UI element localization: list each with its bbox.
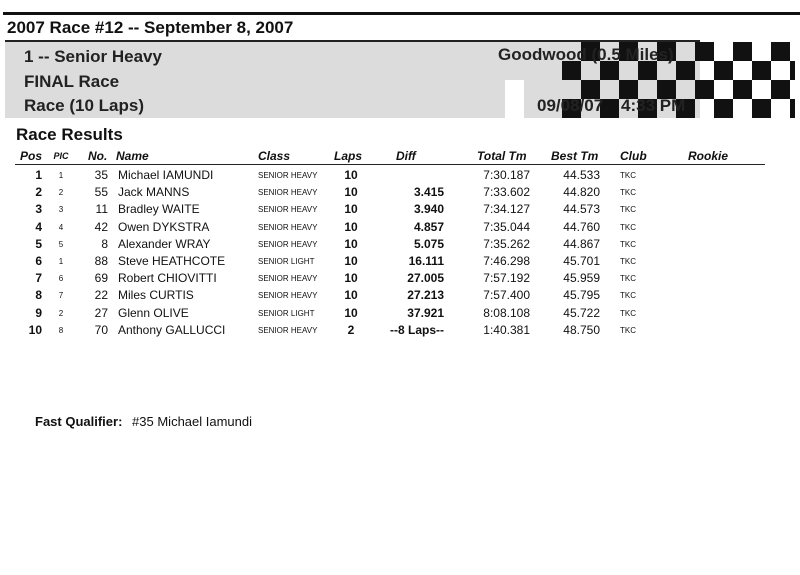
cell-best-time: 45.701	[563, 253, 600, 268]
cell-class: SENIOR HEAVY	[258, 274, 318, 284]
col-class-header: Class	[258, 149, 291, 163]
cell-club: TKC	[620, 308, 636, 318]
section-title: Race Results	[16, 125, 123, 144]
cell-no: 27	[94, 305, 108, 320]
cell-pos: 10	[28, 322, 42, 337]
cell-best-time: 45.795	[563, 288, 600, 303]
cell-total-time: 1:40.381	[483, 322, 530, 337]
col-diff-header: Diff	[396, 149, 416, 163]
cell-laps: 10	[344, 202, 358, 217]
cell-best-time: 45.722	[563, 305, 600, 320]
cell-pos: 7	[35, 271, 42, 286]
cell-class: SENIOR HEAVY	[258, 239, 318, 249]
cell-class: SENIOR HEAVY	[258, 325, 318, 335]
cell-best-time: 44.573	[563, 202, 600, 217]
col-name-header: Name	[116, 149, 149, 163]
cell-class: SENIOR HEAVY	[258, 222, 318, 232]
cell-pic: 8	[58, 325, 64, 335]
cell-best-time: 44.867	[563, 236, 600, 251]
cell-pic: 5	[58, 239, 64, 249]
race-laps: Race (10 Laps)	[24, 96, 144, 115]
cell-pic: 3	[58, 205, 64, 215]
table-row	[0, 322, 800, 339]
cell-laps: 10	[344, 168, 358, 182]
cell-name: Anthony GALLUCCI	[118, 322, 226, 337]
cell-total-time: 7:34.127	[483, 202, 530, 217]
col-laps-header: Laps	[334, 149, 363, 163]
cell-laps: 10	[344, 253, 358, 268]
cell-name: Michael IAMUNDI	[118, 168, 214, 182]
table-row	[0, 287, 800, 304]
cell-laps: 10	[344, 236, 358, 251]
table-row	[0, 219, 800, 236]
cell-best-time: 44.533	[563, 168, 600, 182]
table-row	[0, 236, 800, 253]
cell-laps: 10	[344, 288, 358, 303]
cell-no: 88	[94, 253, 108, 268]
cell-name: Glenn OLIVE	[118, 305, 189, 320]
cell-pos: 8	[35, 288, 42, 303]
results-table	[0, 167, 800, 339]
cell-total-time: 7:57.400	[483, 288, 530, 303]
cell-diff: 3.415	[413, 185, 444, 200]
cell-club: TKC	[620, 171, 636, 180]
cell-no: 22	[94, 288, 108, 303]
table-row	[0, 270, 800, 287]
col-total-header: Total Tm	[477, 149, 527, 163]
cell-pic: 2	[58, 308, 64, 318]
cell-pic: 1	[58, 256, 64, 266]
cell-laps: 10	[344, 185, 358, 200]
cell-no: 55	[94, 185, 108, 200]
cell-club: TKC	[620, 274, 636, 284]
cell-best-time: 44.820	[563, 185, 600, 200]
cell-laps: 10	[344, 305, 358, 320]
table-row	[0, 201, 800, 218]
cell-club: TKC	[620, 188, 636, 198]
cell-class: SENIOR HEAVY	[258, 291, 318, 301]
cell-name: Robert CHIOVITTI	[118, 271, 217, 286]
cell-total-time: 7:57.192	[483, 271, 530, 286]
col-no-header: No.	[88, 149, 108, 163]
cell-total-time: 7:35.262	[483, 236, 530, 251]
cell-pos: 3	[35, 202, 42, 217]
col-rookie-header: Rookie	[688, 149, 729, 163]
cell-club: TKC	[620, 325, 636, 335]
cell-diff: 27.213	[407, 288, 444, 303]
cell-laps: 10	[344, 271, 358, 286]
cell-class: SENIOR LIGHT	[258, 256, 315, 266]
track-name: Goodwood (0.5 Miles)	[498, 45, 674, 64]
cell-total-time: 7:35.044	[483, 219, 530, 234]
race-time: 4:33 PM	[621, 96, 686, 115]
cell-name: Owen DYKSTRA	[118, 219, 210, 234]
fast-qualifier-label: Fast Qualifier:	[35, 414, 123, 429]
cell-club: TKC	[620, 222, 636, 232]
cell-best-time: 48.750	[563, 322, 600, 337]
cell-class: SENIOR HEAVY	[258, 205, 318, 215]
cell-club: TKC	[620, 291, 636, 301]
cell-laps: 2	[347, 322, 355, 337]
cell-class: SENIOR HEAVY	[258, 171, 318, 180]
cell-diff: 16.111	[408, 253, 444, 268]
cell-no: 35	[94, 168, 108, 182]
class-line: 1 -- Senior Heavy	[24, 47, 162, 66]
cell-total-time: 7:30.187	[483, 168, 530, 182]
cell-total-time: 7:46.298	[483, 253, 530, 268]
cell-name: Bradley WAITE	[118, 202, 200, 217]
table-header	[0, 149, 800, 165]
cell-pic: 2	[58, 188, 64, 198]
cell-club: TKC	[620, 205, 636, 215]
cell-laps: 10	[344, 219, 358, 234]
cell-diff: 37.921	[407, 305, 444, 320]
cell-no: 42	[94, 219, 108, 234]
cell-pos: 5	[35, 236, 42, 251]
cell-club: TKC	[620, 256, 636, 266]
cell-total-time: 8:08.108	[483, 305, 530, 320]
cell-name: Alexander WRAY	[118, 236, 211, 251]
top-rule	[3, 12, 800, 15]
col-club-header: Club	[620, 149, 647, 163]
cell-best-time: 45.959	[563, 271, 600, 286]
cell-class: SENIOR HEAVY	[258, 188, 318, 198]
cell-no: 8	[101, 236, 108, 251]
cell-pos: 6	[35, 253, 42, 268]
table-row	[0, 184, 800, 201]
fast-qualifier-value: #35 Michael Iamundi	[132, 414, 253, 429]
cell-pic: 1	[58, 171, 64, 180]
cell-no: 70	[94, 322, 108, 337]
cell-diff: 5.075	[413, 236, 444, 251]
col-best-header: Best Tm	[551, 149, 599, 163]
cell-name: Jack MANNS	[118, 185, 190, 200]
cell-diff: --8 Laps--	[390, 322, 444, 337]
table-row	[0, 253, 800, 270]
col-pos-header: Pos	[20, 149, 43, 163]
cell-club: TKC	[620, 239, 636, 249]
header-divider	[15, 164, 765, 165]
cell-total-time: 7:33.602	[483, 185, 530, 200]
race-date: 09/08/07	[537, 96, 604, 115]
cell-no: 69	[94, 271, 108, 286]
cell-name: Miles CURTIS	[118, 288, 194, 303]
fast-qualifier	[35, 414, 252, 429]
cell-name: Steve HEATHCOTE	[118, 253, 226, 268]
cell-diff: 27.005	[407, 271, 444, 286]
table-row	[0, 167, 800, 184]
cell-diff: 3.940	[413, 202, 444, 217]
cell-class: SENIOR LIGHT	[258, 308, 315, 318]
cell-best-time: 44.760	[563, 219, 600, 234]
cell-no: 11	[95, 202, 108, 217]
cell-pic: 4	[58, 222, 64, 232]
cell-pic: 7	[58, 291, 64, 301]
cell-pos: 1	[35, 168, 42, 182]
cell-pic: 6	[58, 274, 64, 284]
race-title: 2007 Race #12 -- September 8, 2007	[7, 18, 294, 37]
col-pic-header: PIC	[53, 151, 69, 161]
cell-pos: 4	[35, 219, 42, 234]
cell-pos: 2	[35, 185, 42, 200]
table-row	[0, 305, 800, 322]
cell-diff: 4.857	[413, 219, 444, 234]
race-type: FINAL Race	[24, 72, 120, 91]
cell-pos: 9	[35, 305, 42, 320]
